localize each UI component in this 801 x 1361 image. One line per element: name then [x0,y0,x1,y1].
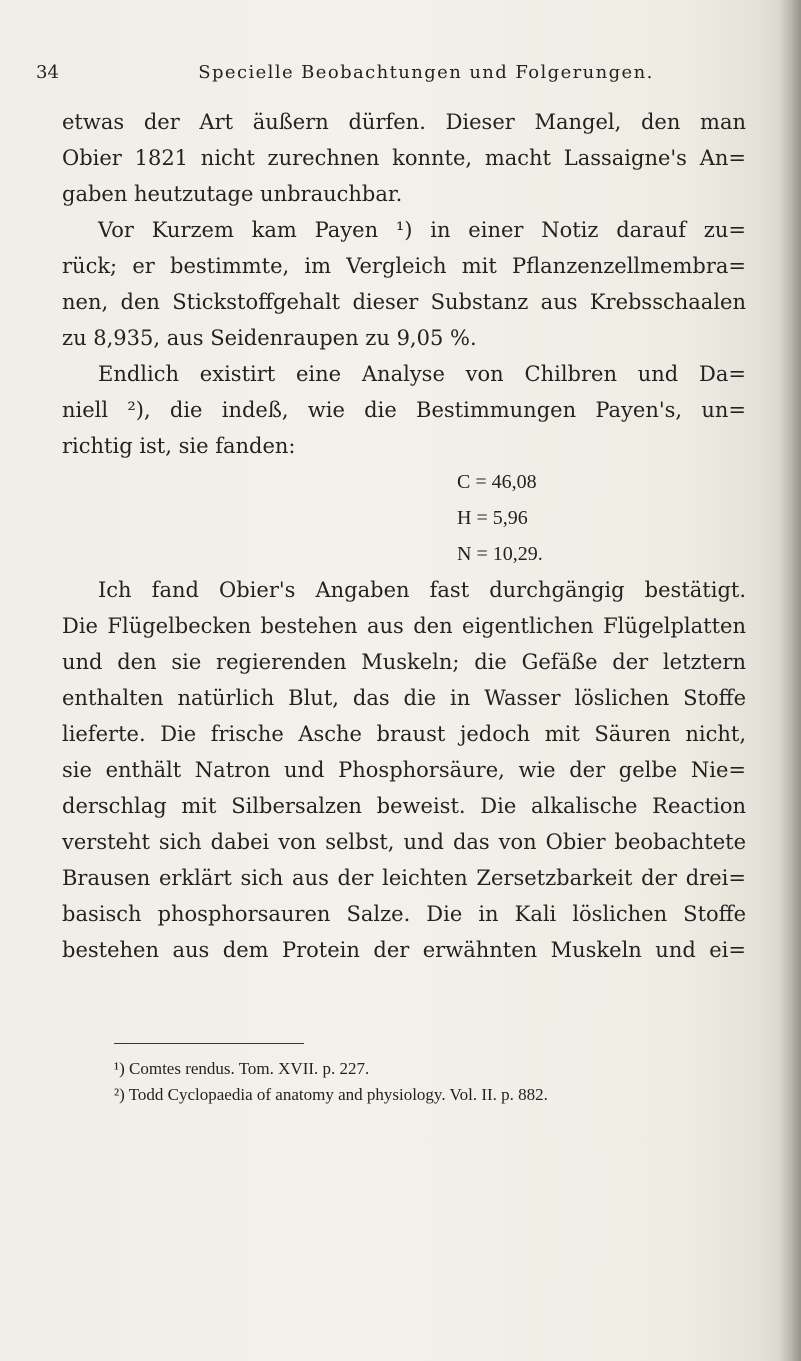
footnote: ¹) Comtes rendus. Tom. XVII. p. 227. [114,1059,370,1078]
text-line: basisch phosphorsauren Salze. Die in Kali löslichen Stoffe [62,902,746,926]
footnote-divider [114,1043,304,1044]
text-line: enthalten natürlich Blut, das die in Wasser löslichen Stoffe [62,686,746,710]
text-line: sie enthält Natron und Phosphorsäure, wie der gelbe Nie= [62,758,746,782]
formula-line: N = 10,29. [457,543,543,565]
text-line: rück; er bestimmte, im Vergleich mit Pflanzenzellmembra= [62,254,746,278]
text-line: Ich fand Obier's Angaben fast durchgängig bestätigt. [98,578,746,602]
body-text [62,104,746,968]
text-line: Die Flügelbecken bestehen aus den eigentlichen Flügelplatten [62,614,746,638]
text-line: niell ²), die indeß, wie die Bestimmungen Payen's, un= [62,398,746,422]
formula-line: H = 5,96 [457,507,528,529]
text-line: nen, den Stickstoffgehalt dieser Substanz aus Krebsschaalen [62,290,746,314]
text-line: und den sie regierenden Muskeln; die Gefäße der letztern [62,650,746,674]
text-line: bestehen aus dem Protein der erwähnten Muskeln und ei= [62,938,746,962]
text-line: versteht sich dabei von selbst, und das von Obier beobachtete [62,830,746,854]
formula-line: C = 46,08 [457,471,537,493]
text-line: derschlag mit Silbersalzen beweist. Die alkalische Reaction [62,794,746,818]
text-line: etwas der Art äußern dürfen. Dieser Mangel, den man [62,110,746,134]
text-line: Obier 1821 nicht zurechnen konnte, macht Lassaigne's An= [62,146,746,170]
text-line: gaben heutzutage unbrauchbar. [62,182,403,206]
footnote: ²) Todd Cyclopaedia of anatomy and physiology. Vol. II. p. 882. [114,1085,548,1104]
text-line: Endlich existirt eine Analyse von Chilbren und Da= [98,362,746,386]
text-line: lieferte. Die frische Asche braust jedoch mit Säuren nicht, [62,722,746,746]
running-title: Specielle Beobachtungen und Folgerungen. [198,62,654,83]
page-edge-shadow [779,0,801,1361]
page-number: 34 [36,62,59,83]
footnotes [114,1056,754,1108]
page-header [36,62,766,92]
text-line: richtig ist, sie fanden: [62,434,296,458]
text-line: Vor Kurzem kam Payen ¹) in einer Notiz darauf zu= [98,218,746,242]
text-line: zu 8,935, aus Seidenraupen zu 9,05 %. [62,326,477,350]
text-line: Brausen erklärt sich aus der leichten Zersetzbarkeit der drei= [62,866,746,890]
